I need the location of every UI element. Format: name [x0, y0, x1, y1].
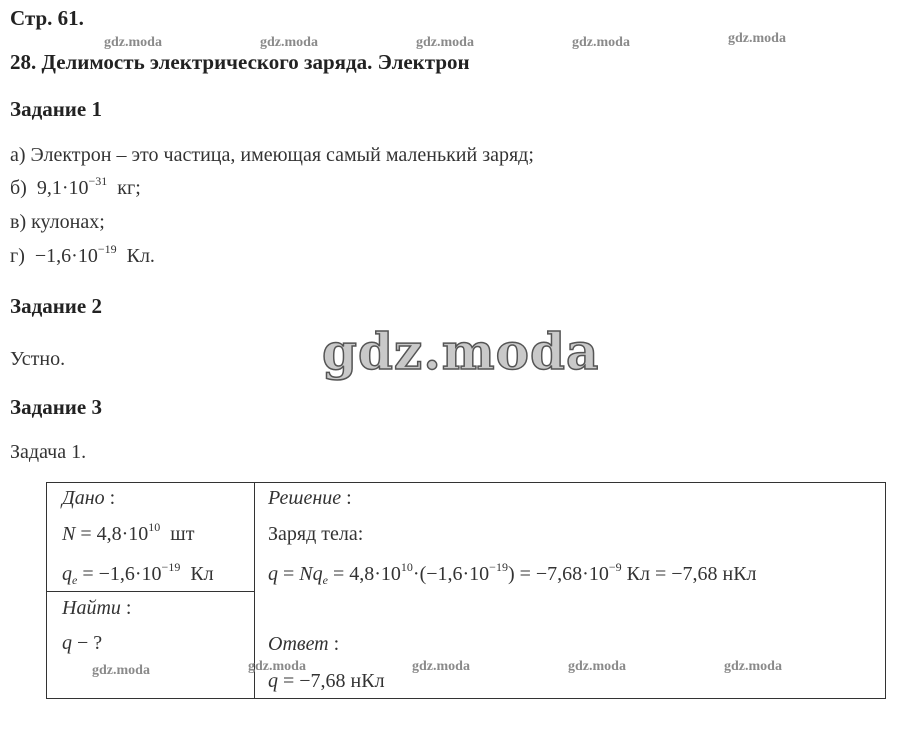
table-divider-horizontal — [46, 591, 255, 592]
task1-answer-b: б) $9,1\cdot 10^{-31}$ кг; — [10, 174, 141, 199]
task2-heading: Задание 2 — [10, 294, 102, 318]
watermark: gdz.moda — [92, 663, 150, 678]
answer-value: q = −7,68 нКл — [268, 670, 385, 692]
given-qe: $q_e = -1,6\cdot 10^{-19}$ Кл — [62, 560, 214, 587]
task1-answer-g: $г) -1,6\cdot 10^{-19}$ Кл. — [10, 242, 155, 267]
solution-label: Решение : — [268, 487, 352, 509]
watermark: gdz.moda — [728, 31, 786, 46]
task1-answer-a: а) Электрон – это частица, имеющая самый маленький заряд; — [10, 144, 534, 166]
section-title: 28. Делимость электрического заряда. Электрон — [10, 50, 470, 74]
task2-text: Устно. — [10, 348, 66, 370]
task3-heading: Задание 3 — [10, 395, 102, 419]
watermark: gdz.moda — [572, 35, 630, 50]
charge-text: Заряд тела: — [268, 523, 364, 545]
watermark: gdz.moda — [248, 659, 306, 674]
find-label: Найти : — [62, 597, 132, 619]
solution-equation: $q = Nq_e = 4,8\cdot 10^{10}\cdot(-1,6\cdot 10^{-19}) = -7,68\cdot 10^{-9}$ Кл = −7,68 нКл — [268, 560, 757, 587]
watermark-large: gdz.moda — [322, 322, 600, 381]
watermark: gdz.moda — [568, 659, 626, 674]
given-label: Дано : — [62, 487, 116, 509]
answer-label: Ответ : — [268, 633, 340, 655]
task1-heading: Задание 1 — [10, 97, 102, 121]
given-N: $N = 4,8\cdot 10^{10}$ шт — [62, 520, 195, 545]
page-number: Стр. 61. — [10, 6, 84, 30]
watermark: gdz.moda — [260, 35, 318, 50]
find-q: q − ? — [62, 632, 103, 654]
watermark: gdz.moda — [412, 659, 470, 674]
task1-answer-v: в) кулонах; — [10, 211, 105, 233]
watermark: gdz.moda — [104, 35, 162, 50]
task3-problem: Задача 1. — [10, 441, 87, 463]
watermark: gdz.moda — [416, 35, 474, 50]
watermark: gdz.moda — [724, 659, 782, 674]
